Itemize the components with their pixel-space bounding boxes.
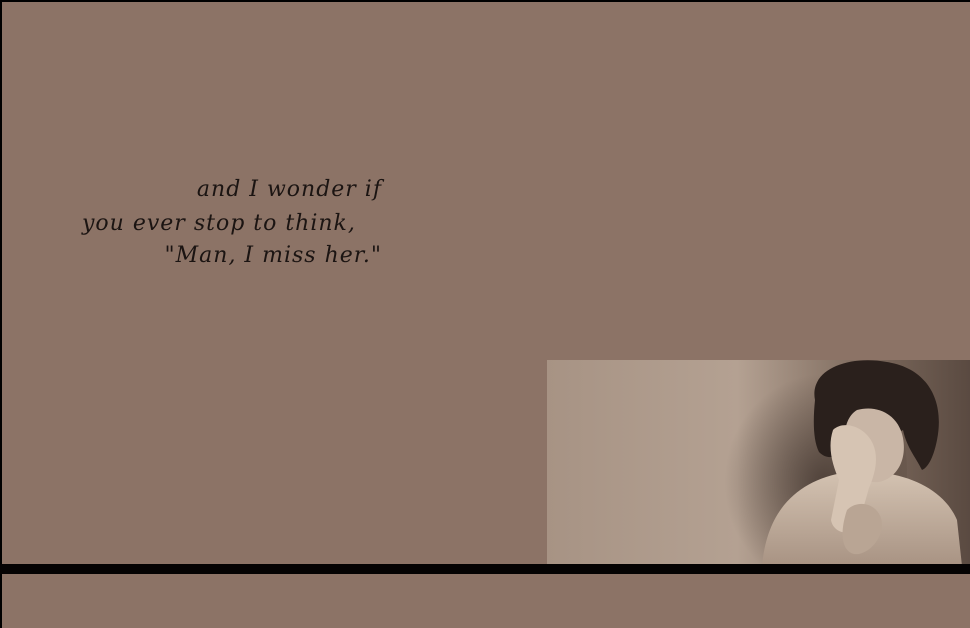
quote-line-2: you ever stop to think, (82, 211, 356, 236)
bottom-strip (2, 574, 970, 628)
photo-illustration (547, 360, 970, 566)
divider-bar (0, 564, 970, 574)
quote-text (70, 170, 400, 276)
quote-line-3: "Man, I miss her." (164, 243, 382, 268)
sad-woman-photo (547, 360, 970, 566)
quote-line-1: and I wonder if (196, 177, 382, 202)
